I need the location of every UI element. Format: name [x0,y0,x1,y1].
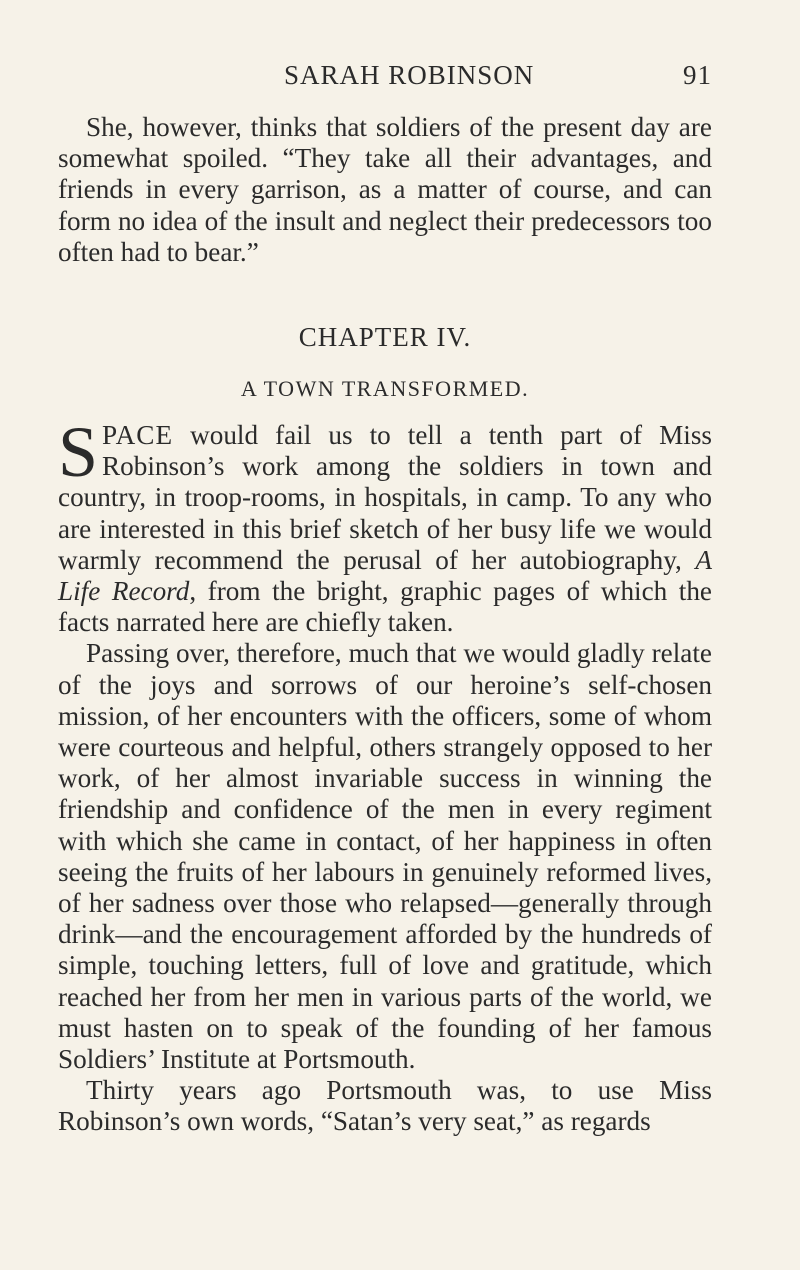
page-header [58,60,712,100]
opening-text-continued: , from the bright, graphic pages of which the facts narrated here are chiefly taken. [58,576,713,638]
lead-in-caps: PACE [102,420,174,451]
opening-text: would fail us to tell a tenth part of Miss Robinson’s work among the soldiers in town and country, in troop-rooms, in hospitals, in camp. To any who are interested in this brief sketch of her busy life we would warmly recommend the perusal of her autobiography, [58,420,712,575]
book-page [58,60,712,1138]
running-head: SARAH ROBINSON [284,60,535,90]
chapter-opening-paragraph [58,412,713,638]
page-number: 91 [683,60,712,90]
drop-cap-letter: S [58,412,99,493]
intro-paragraph: She, however, thinks that soldiers of the present day are somewhat spoiled. “They take all their advantages, and friends in every garrison, as a matter of course, and can form no idea of the insult and neglect their predecessors too often had to bear.” [58,112,712,267]
book-title: A Life Record [58,544,713,607]
chapter-title: CHAPTER IV. [298,322,472,353]
paragraph-thirty-years: Thirty years ago Portsmouth was, to use Miss Robinson’s own words, “Satan’s very seat,” as regards [58,1075,712,1137]
paragraph-passing-over: Passing over, therefore, much that we would gladly relate of the joys and sorrows of our heroine’s self-chosen mission, of her encounters with the officers, some of whom were courteous and helpful, others strangely opposed to her work, of her almost invariable success in winning the friendship and confidence of the men in every regiment with which she came in contact, of her happiness in often seeing the fruits of her labours in genuinely reformed lives, of her sadness over those who relapsed—generally through drink—and the encouragement afforded by the hundreds of simple, touching letters, full of love and gratitude, which reached her from her men in various parts of the world, we must hasten on to speak of the founding of her famous Soldiers’ Institute at Portsmouth. [58,638,712,1075]
chapter-subtitle: A TOWN TRANSFORMED. [240,376,530,402]
